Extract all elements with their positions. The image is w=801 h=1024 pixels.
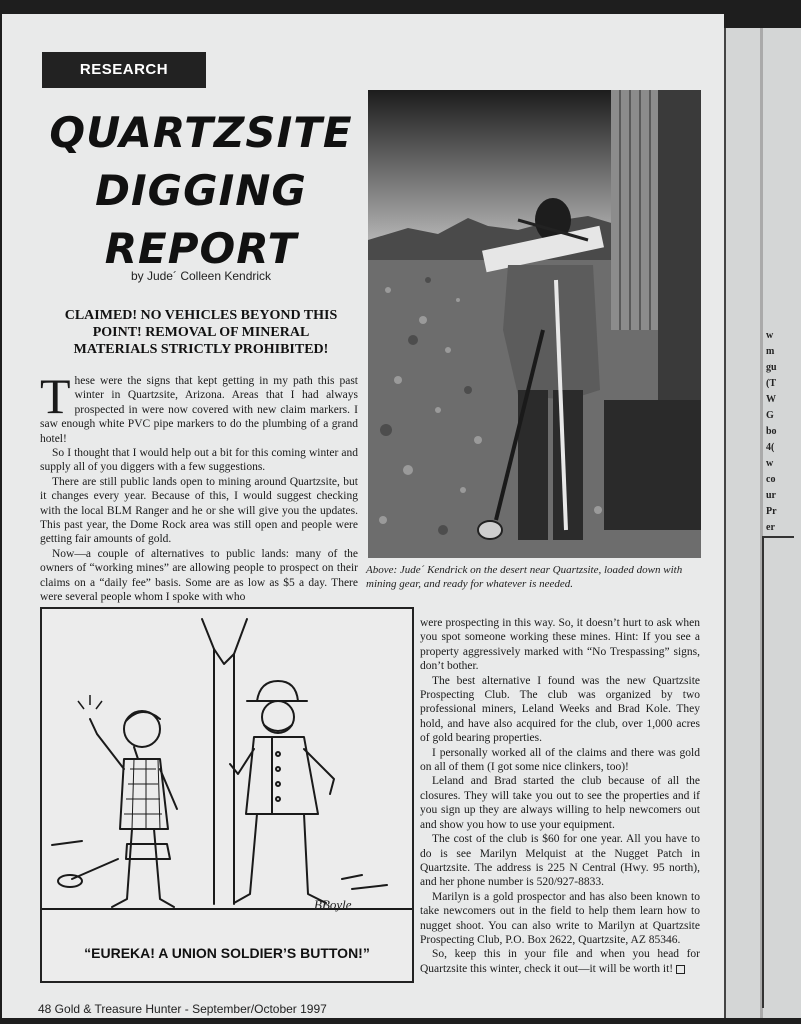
text-fragment: 4(: [766, 442, 775, 453]
article-paragraph: These were the signs that kept getting in my path this past winter in Quartzsite, Arizona. Areas that I had always prospected in were now covered with new claim markers. I saw enough white PVC pipe markers to do the plumbing of a grand hotel!: [40, 368, 358, 445]
article-paragraph: So I thought that I would help out a bit for this coming winter and supply all of you diggers with a few suggestions.: [40, 447, 358, 474]
article-column-2: [420, 616, 700, 976]
article-paragraph: were prospecting in this way. So, it doesn’t hurt to ask when you spot someone working these mines. Hint: If you see a property aggressively marked with “No Trespassing” signs, don’t bother.: [420, 617, 700, 673]
adjacent-page-edge: [724, 28, 801, 1018]
end-mark-icon: [676, 965, 685, 974]
text-fragment: gu: [766, 362, 777, 373]
subhead: [42, 307, 360, 358]
section-tag: RESEARCH: [42, 52, 206, 88]
photo-caption: Above: Jude´ Kendrick on the desert near Quartzsite, loaded down with mining gear, and ready for whatever is needed.: [366, 564, 683, 590]
text-fragment: W: [766, 394, 776, 405]
byline: by Jude´ Colleen Kendrick: [130, 269, 272, 283]
article-paragraph: Marilyn is a gold prospector and has also been known to take newcomers out in the field to help them learn how to nugget shoot. You can also write to Marilyn at Quartzsite Prospecting Club, P.O. Box 2622, Quartzsite, AZ 85346.: [420, 890, 700, 946]
text-fragment: Pr: [766, 506, 777, 517]
article-paragraph: There are still public lands open to mining around Quartzsite, but it changes every year. Because of this, I would suggest checking with the local BLM Ranger and he or she will give you the updates. This past year, the Dome Rock area was still open and people were getting fair amounts of gold.: [40, 475, 358, 546]
cartoon-panel: [40, 607, 414, 983]
photo-illustration: [368, 90, 701, 558]
adjacent-page-box: [762, 536, 794, 1008]
headline-line-2: DIGGING: [95, 166, 307, 215]
text-fragment: w: [766, 330, 774, 341]
text-fragment: (T: [766, 378, 776, 389]
article-column-1: [40, 368, 358, 605]
cartoon-drawing: [42, 609, 412, 939]
article-paragraph: Now—a couple of alternatives to public lands: many of the owners of “working mines” are allowing people to prospect on their claims on a “daily fee” basis. Some are as low as $5 a day. There were several people whom I spoke with who: [40, 547, 358, 604]
adjacent-page-text: [766, 328, 800, 536]
headline: [42, 104, 360, 278]
headline-line-1: QUARTZSITE: [49, 108, 353, 157]
page-footer: 48 Gold & Treasure Hunter - September/October 1997: [38, 1002, 327, 1016]
cartoon-caption: “EUREKA! A UNION SOLDIER’S BUTTON!”: [84, 945, 370, 961]
cartoonist-signature: BBoyle: [314, 897, 352, 912]
article-paragraph: Leland and Brad started the club because of all the closures. They will take you out to see the properties and if you sign up they are always willing to help newcomers out and show you how to use your equipment.: [420, 775, 700, 831]
article-paragraph: The best alternative I found was the new Quartzsite Prospecting Club. The club was organized by two professional miners, Leland Weeks and Brad Kole. They hold, and have also acquired for the club, over 1,000 acres of gold bearing properties.: [420, 674, 700, 745]
subhead-line-3: MATERIALS STRICTLY PROHIBITED!: [73, 342, 329, 357]
article-paragraph: So, keep this in your file and when you head for Quartzsite this winter, check it out—it will be worth it!: [420, 948, 700, 975]
text-fragment: er: [766, 522, 775, 533]
text-fragment: co: [766, 474, 776, 485]
text-fragment: bo: [766, 426, 777, 437]
text-fragment: ur: [766, 490, 776, 501]
headline-line-3: REPORT: [104, 224, 298, 273]
text-fragment: G: [766, 410, 774, 421]
text-fragment: m: [766, 346, 775, 357]
text-fragment: w: [766, 458, 774, 469]
magazine-page: [2, 14, 724, 1018]
article-paragraph: The cost of the club is $60 for one year. All you have to do is see Marilyn Melquist at the Nugget Patch in Quartzsite. The address is 225 N Central (Hwy. 95 north), and her phone number is 520/927-8833.: [420, 833, 700, 889]
article-paragraph: I personally worked all of the claims and there was gold on all of them (I got some nice clinkers, too)!: [420, 746, 700, 774]
photo-prospector: [368, 90, 701, 558]
drop-cap: T: [40, 368, 71, 424]
subhead-line-2: POINT! REMOVAL OF MINERAL: [92, 325, 310, 340]
subhead-line-1: CLAIMED! NO VEHICLES BEYOND THIS: [64, 308, 338, 323]
